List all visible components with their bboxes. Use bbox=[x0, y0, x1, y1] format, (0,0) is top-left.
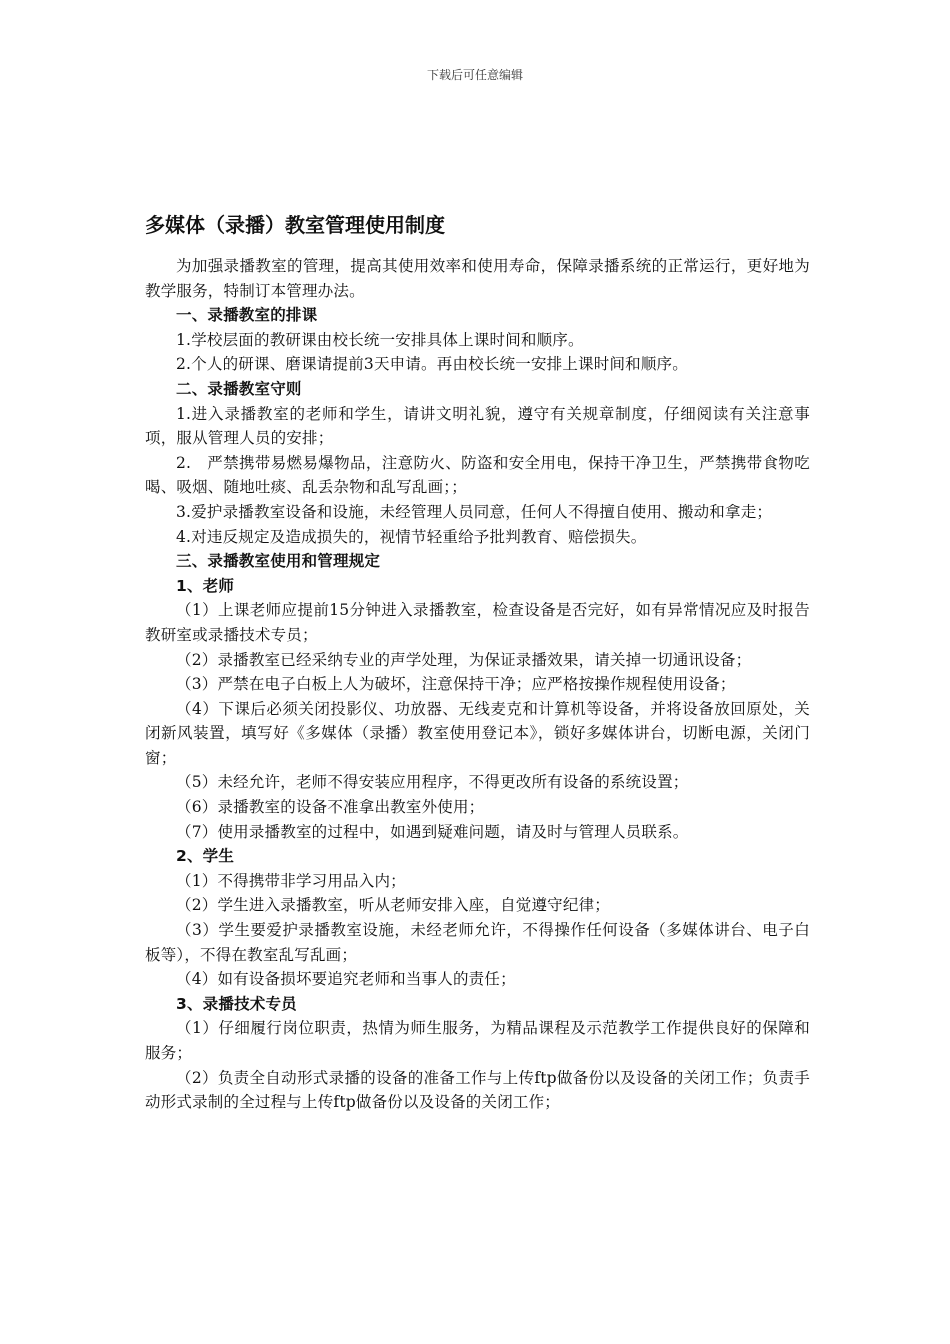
paragraph: （1）上课老师应提前15分钟进入录播教室，检查设备是否完好，如有异常情况应及时报告教研室或录播技术专员； bbox=[145, 601, 810, 644]
section-heading: 1、老师 bbox=[176, 576, 235, 595]
paragraph: 1.学校层面的教研课由校长统一安排具体上课时间和顺序。 bbox=[176, 330, 584, 349]
paragraph: （1）不得携带非学习用品入内； bbox=[176, 871, 406, 890]
document-body bbox=[145, 210, 810, 1115]
paragraph: （6）录播教室的设备不准拿出教室外使用； bbox=[176, 798, 485, 817]
paragraph: （5）未经允许，老师不得安装应用程序，不得更改所有设备的系统设置； bbox=[176, 773, 689, 792]
paragraph: （2）学生进入录播教室，听从老师安排入座，自觉遵守纪律； bbox=[176, 896, 610, 915]
paragraph: 3.爱护录播教室设备和设施，未经管理人员同意，任何人不得擅自使用、搬动和拿走； bbox=[176, 502, 773, 521]
page-header-note: 下载后可任意编辑 bbox=[426, 68, 523, 82]
document-title: 多媒体（录播）教室管理使用制度 bbox=[145, 213, 445, 237]
paragraph: （2）录播教室已经采纳专业的声学处理，为保证录播效果，请关掉一切通讯设备； bbox=[176, 650, 752, 669]
section-heading: 一、录播教室的排课 bbox=[176, 306, 318, 325]
paragraph: 2.个人的研课、磨课请提前3天申请。再由校长统一安排上课时间和顺序。 bbox=[176, 355, 688, 374]
paragraph: 1.进入录播教室的老师和学生，请讲文明礼貌，遵守有关规章制度，仔细阅读有关注意事项，服从管理人员的安排； bbox=[145, 404, 810, 448]
paragraph-list bbox=[145, 254, 810, 1115]
paragraph: 4.对违反规定及造成损失的，视情节轻重给予批判教育、赔偿损失。 bbox=[176, 527, 647, 546]
paragraph: （1）仔细履行岗位职责，热情为师生服务，为精品课程及示范教学工作提供良好的保障和服务； bbox=[145, 1019, 810, 1062]
paragraph: （3）严禁在电子白板上人为破坏，注意保持干净；应严格按操作规程使用设备； bbox=[176, 675, 736, 694]
paragraph: （4）如有设备损坏要追究老师和当事人的责任； bbox=[176, 970, 516, 989]
section-heading: 2、学生 bbox=[176, 847, 235, 866]
section-heading: 三、录播教室使用和管理规定 bbox=[176, 552, 381, 571]
paragraph: （2）负责全自动形式录播的设备的准备工作与上传ftp做备份以及设备的关闭工作；负责手动形式录制的全过程与上传ftp做备份以及设备的关闭工作； bbox=[145, 1068, 810, 1112]
paragraph: 2. 严禁携带易燃易爆物品，注意防火、防盗和安全用电，保持干净卫生，严禁携带食物吃喝、吸烟、随地吐痰、乱丢杂物和乱写乱画；； bbox=[145, 453, 810, 497]
paragraph: （3）学生要爱护录播教室设施，未经老师允许，不得操作任何设备（多媒体讲台、电子白板等），不得在教室乱写乱画； bbox=[145, 921, 810, 964]
paragraph: （4）下课后必须关闭投影仪、功放器、无线麦克和计算机等设备，并将设备放回原处，关闭新风装置，填写好《多媒体（录播）教室使用登记本》，锁好多媒体讲台，切断电源，关闭门窗； bbox=[145, 699, 810, 767]
section-heading: 二、录播教室守则 bbox=[176, 379, 302, 398]
paragraph: 为加强录播教室的管理，提高其使用效率和使用寿命，保障录播系统的正常运行，更好地为教学服务，特制订本管理办法。 bbox=[145, 257, 810, 300]
section-heading: 3、录播技术专员 bbox=[176, 994, 297, 1013]
paragraph: （7）使用录播教室的过程中，如遇到疑难问题，请及时与管理人员联系。 bbox=[176, 822, 689, 841]
